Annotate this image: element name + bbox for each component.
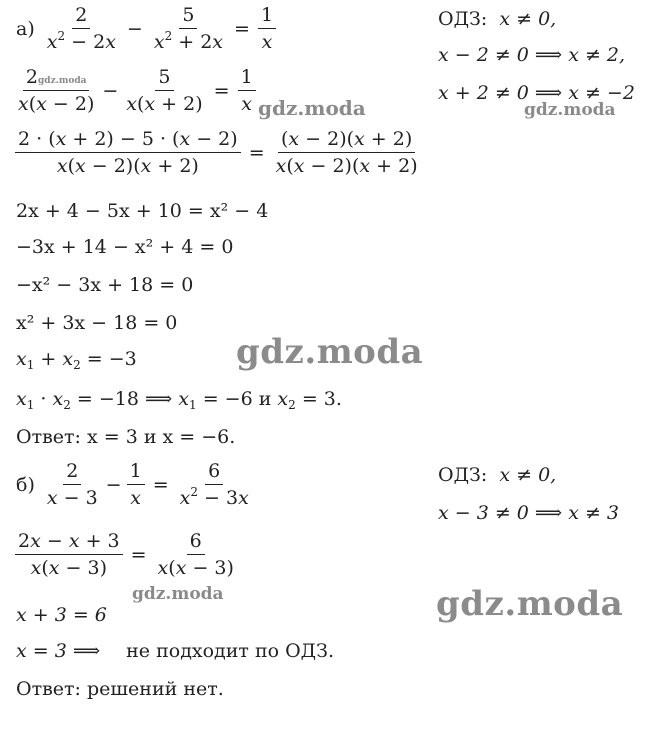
part-a-line-2: $\frac{\text{2gdz.moda}}{x(x - 2)}$ − $\frac{5}{x(x + 2)}$ = $\frac{1}{x}$	[12, 66, 259, 115]
fraction: $\frac{1}{x}$	[238, 66, 256, 115]
fraction: $\frac{(x - 2)(x + 2)}{x(x - 2)(x + 2)}$	[275, 128, 418, 177]
part-a-line-9: $x_1 + x_2 = -3$	[16, 348, 137, 372]
watermark: gdz.moda	[436, 584, 624, 624]
fraction: $\frac{2x - x + 3}{x(x - 3)}$	[15, 530, 123, 579]
part-a-odz-3: x + 2 ≠ 0 ⟹ x ≠ −2	[438, 82, 635, 104]
part-a-label: а)	[16, 17, 35, 40]
part-a-equation: а) $\frac{2}{x^2 - 2x}$ − $\frac{5}{x^2 + 2x}$ = $\frac{1}{x}$	[16, 4, 279, 53]
part-a-odz-1: ОДЗ: x ≠ 0,	[438, 8, 557, 30]
fraction: $\frac{2 \cdot (x + 2) - 5 \cdot (x - 2)}{x(x - 2)(x + 2)}$	[15, 128, 241, 177]
part-a-answer: Ответ: x = 3 и x = −6.	[16, 426, 236, 448]
odz-label: ОДЗ:	[438, 8, 488, 30]
watermark: gdz.moda	[37, 76, 87, 86]
fraction: $\frac{\text{2gdz.moda}}{x(x - 2)}$	[18, 66, 95, 115]
part-a-line-5: 2x + 4 − 5x + 10 = x² − 4	[16, 200, 269, 222]
odz-label: ОДЗ:	[438, 464, 488, 486]
part-b-equation: б) $\frac{2}{x - 3}$ − $\frac{1}{x}$ = $\frac{6}{x^2 - 3x}$	[16, 460, 255, 509]
fraction: $\frac{1}{x}$	[127, 460, 145, 509]
part-b-line-4: x = 3 ⟹ не подходит по ОДЗ.	[16, 640, 334, 662]
fraction: $\frac{6}{x(x - 3)}$	[157, 530, 234, 579]
fraction: $\frac{2}{x - 3}$	[46, 460, 98, 509]
fraction: $\frac{6}{x^2 - 3x}$	[179, 460, 249, 509]
fraction: $\frac{1}{x}$	[258, 4, 276, 53]
fraction: $\frac{5}{x(x + 2)}$	[126, 66, 203, 115]
part-b-odz-2: x − 3 ≠ 0 ⟹ x ≠ 3	[438, 502, 620, 524]
part-a-odz-2: x − 2 ≠ 0 ⟹ x ≠ 2,	[438, 44, 626, 66]
part-a-line-6: −3x + 14 − x² + 4 = 0	[16, 236, 234, 258]
part-a-line-10: $x_1 \cdot x_2 = -18$ ⟹ $x_1 = -6$ и $x_2 = 3$.	[16, 388, 342, 412]
watermark: gdz.moda	[132, 584, 224, 604]
watermark: gdz.moda	[236, 332, 424, 372]
part-a-line-8: x² + 3x − 18 = 0	[16, 312, 178, 334]
part-b-answer: Ответ: решений нет.	[16, 678, 224, 700]
part-b-label: б)	[16, 473, 35, 496]
fraction: $\frac{2}{x^2 - 2x}$	[46, 4, 116, 53]
fraction: $\frac{5}{x^2 + 2x}$	[153, 4, 224, 53]
watermark: gdz.moda	[524, 100, 616, 120]
part-b-line-2: $\frac{2x - x + 3}{x(x - 3)}$ = $\frac{6}{x(x - 3)}$	[12, 530, 240, 579]
part-a-line-3: $\frac{2 \cdot (x + 2) - 5 \cdot (x - 2)}{x(x - 2)(x + 2)}$ = $\frac{(x - 2)(x + 2)}{x(x - 2)(x + 2)}$	[12, 128, 424, 177]
part-b-line-3: x + 3 = 6	[16, 604, 107, 626]
watermark: gdz.moda	[258, 96, 366, 120]
part-a-line-7: −x² − 3x + 18 = 0	[16, 274, 194, 296]
part-b-odz-1: ОДЗ: x ≠ 0,	[438, 464, 557, 486]
